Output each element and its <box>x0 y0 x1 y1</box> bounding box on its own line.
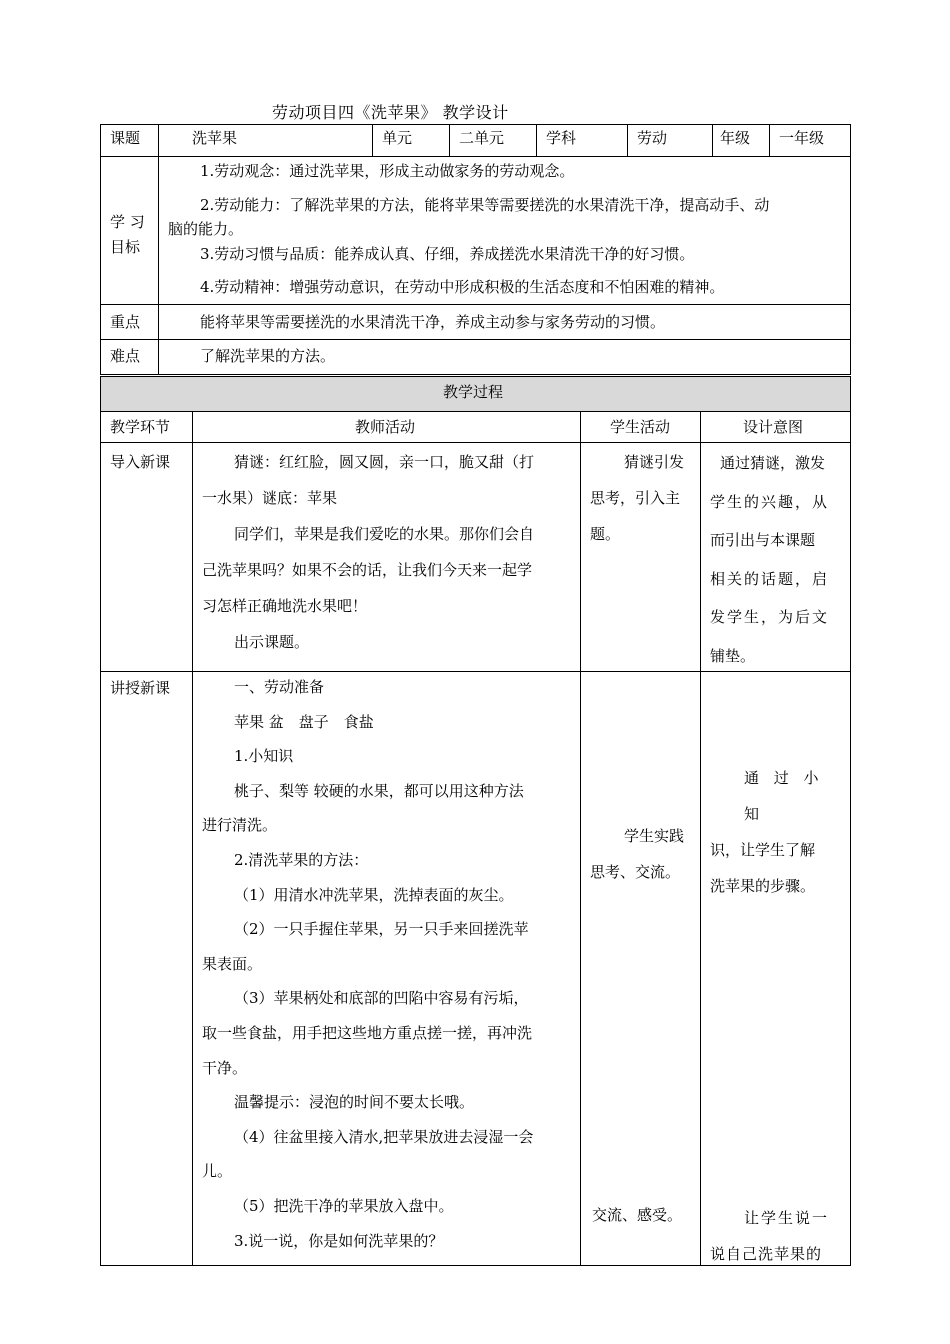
key-point-text: 能将苹果等需要搓洗的水果清洗干净，养成主动参与家务劳动的习惯。 <box>200 313 666 331</box>
objective-3: 3.劳动习惯与品质：能养成认真、仔细，养成搓洗水果清洗干净的好习惯。 <box>200 245 695 263</box>
table-rule <box>100 374 851 375</box>
lesson-teacher-line: （1）用清水冲洗苹果，洗掉表面的灰尘。 <box>234 885 514 904</box>
intro-teacher-line: 己洗苹果吗？如果不会的话，让我们今天来一起学 <box>202 561 533 579</box>
intro-intent-line: 相关的话题，启 <box>710 569 830 588</box>
lesson-stage: 讲授新课 <box>110 679 171 697</box>
difficulty-text: 了解洗苹果的方法。 <box>200 347 336 365</box>
intro-intent-line: 铺垫。 <box>710 646 756 665</box>
intro-student <box>590 444 698 552</box>
table-border-right <box>850 376 851 1265</box>
course-value: 洗苹果 <box>192 129 238 147</box>
lesson-teacher-line: 果表面。 <box>202 954 263 973</box>
table-rule <box>100 339 851 340</box>
table-rule <box>192 411 193 1265</box>
lesson-teacher <box>202 670 578 1258</box>
table-rule <box>627 124 628 156</box>
lesson-teacher-line: 3.说一说，你是如何洗苹果的？ <box>234 1231 444 1250</box>
table-border-right <box>850 124 851 374</box>
lesson-teacher-line: 一、劳动准备 <box>234 678 325 696</box>
key-point-label: 重点 <box>110 313 141 331</box>
table-rule <box>100 442 851 443</box>
subject-value: 劳动 <box>637 129 668 147</box>
table-rule <box>100 376 851 377</box>
page-title: 劳动项目四《洗苹果》 教学设计 <box>272 103 509 122</box>
grade-label: 年级 <box>720 129 751 147</box>
process-header: 教学过程 <box>443 383 504 401</box>
intro-student-line: 思考，引入主 <box>590 489 681 507</box>
lesson-teacher-line: （4）往盆里接入清水,把苹果放进去浸湿一会 <box>234 1127 534 1146</box>
objective-2: 2.劳动能力：了解洗苹果的方法，能将苹果等需要搓洗的水果清洗干净，提高动手、动 <box>200 196 770 214</box>
intro-student-line: 题。 <box>590 525 621 543</box>
column-header-teacher: 教师活动 <box>355 418 416 436</box>
lesson-teacher-line: 1.小知识 <box>234 747 294 766</box>
lesson-teacher-line: （2）一只手握住苹果，另一只手来回搓洗苹 <box>234 920 529 939</box>
table-rule <box>580 411 581 1265</box>
lesson-intent-line: 通 过 小 知 <box>744 769 824 823</box>
intro-stage: 导入新课 <box>110 453 171 471</box>
table-border-top <box>100 124 851 125</box>
lesson-student-line: 思考、交流。 <box>590 863 681 881</box>
intro-teacher-line: 出示课题。 <box>234 633 310 651</box>
grade-value: 一年级 <box>779 129 825 147</box>
lesson-teacher-line: 苹果 盆 盘子 食盐 <box>234 712 374 731</box>
unit-value: 二单元 <box>459 129 505 147</box>
lesson-intent-line: 洗苹果的步骤。 <box>710 877 816 895</box>
intro-intent-line: 通过猜谜，激发 <box>720 454 826 472</box>
column-header-student: 学生活动 <box>610 418 671 436</box>
unit-label: 单元 <box>382 129 413 147</box>
table-border-left <box>100 124 101 374</box>
table-rule <box>712 124 713 156</box>
intro-intent-line: 学生的兴趣，从 <box>710 492 830 511</box>
course-label: 课题 <box>110 129 141 147</box>
objectives-label-2: 目标 <box>110 238 141 256</box>
intro-intent <box>710 444 846 675</box>
objective-2-cont: 脑的能力。 <box>168 220 244 238</box>
intro-intent-line: 发学生，为后文 <box>710 608 830 626</box>
objective-1: 1.劳动观念：通过洗苹果，形成主动做家务的劳动观念。 <box>200 162 575 180</box>
objective-4: 4.劳动精神：增强劳动意识，在劳动中形成积极的生活态度和不怕困难的精神。 <box>200 278 725 296</box>
lesson-teacher-line: 取一些食盐，用手把这些地方重点搓一搓，再冲洗 <box>202 1023 533 1042</box>
lesson-teacher-line: 桃子、梨等 较硬的水果，都可以用这种方法 <box>234 781 524 800</box>
column-header-stage: 教学环节 <box>110 418 171 436</box>
table-rule <box>100 304 851 305</box>
lesson-teacher-line: （5）把洗干净的苹果放入盘中。 <box>234 1196 454 1215</box>
lesson-student-1 <box>590 818 698 890</box>
lesson-student-line: 学生实践 <box>624 827 685 845</box>
table-rule <box>449 124 450 156</box>
table-rule <box>700 411 701 1265</box>
lesson-teacher-line: （3）苹果柄处和底部的凹陷中容易有污垢， <box>234 989 529 1008</box>
intro-teacher <box>202 444 578 660</box>
intro-teacher-line: 一水果）谜底：苹果 <box>202 489 338 507</box>
lesson-teacher-line: 温馨提示：浸泡的时间不要太长哦。 <box>234 1093 475 1112</box>
intro-intent-line: 而引出与本课题 <box>710 531 816 549</box>
lesson-intent-line: 识，让学生了解 <box>710 841 816 859</box>
table-rule <box>100 156 851 157</box>
lesson-intent-line: 让学生说一 <box>744 1209 830 1227</box>
lesson-intent-1 <box>710 760 846 904</box>
column-header-intent: 设计意图 <box>743 418 804 436</box>
objectives-label-1: 学 习 <box>110 213 145 231</box>
intro-teacher-line: 同学们，苹果是我们爱吃的水果。那你们会自 <box>234 525 535 543</box>
table-border-left <box>100 376 101 1265</box>
lesson-intent-line: 说自己洗苹果的 <box>710 1245 823 1263</box>
table-rule <box>769 124 770 156</box>
lesson-intent-2 <box>710 1200 846 1272</box>
subject-label: 学科 <box>546 129 577 147</box>
lesson-teacher-line: 儿。 <box>202 1162 233 1181</box>
lesson-teacher-line: 干净。 <box>202 1058 248 1077</box>
table-rule <box>372 124 373 156</box>
lesson-teacher-line: 2.清洗苹果的方法： <box>234 850 369 869</box>
table-rule <box>536 124 537 156</box>
table-rule <box>158 124 159 374</box>
intro-teacher-line: 猜谜：红红脸，圆又圆，亲一口，脆又甜（打 <box>234 453 535 471</box>
lesson-teacher-line: 进行清洗。 <box>202 816 278 835</box>
intro-student-line: 猜谜引发 <box>624 453 685 471</box>
table-rule <box>100 411 851 412</box>
lesson-student-2: 交流、感受。 <box>592 1206 683 1224</box>
intro-teacher-line: 习怎样正确地洗水果吧！ <box>202 597 368 615</box>
difficulty-label: 难点 <box>110 347 141 365</box>
